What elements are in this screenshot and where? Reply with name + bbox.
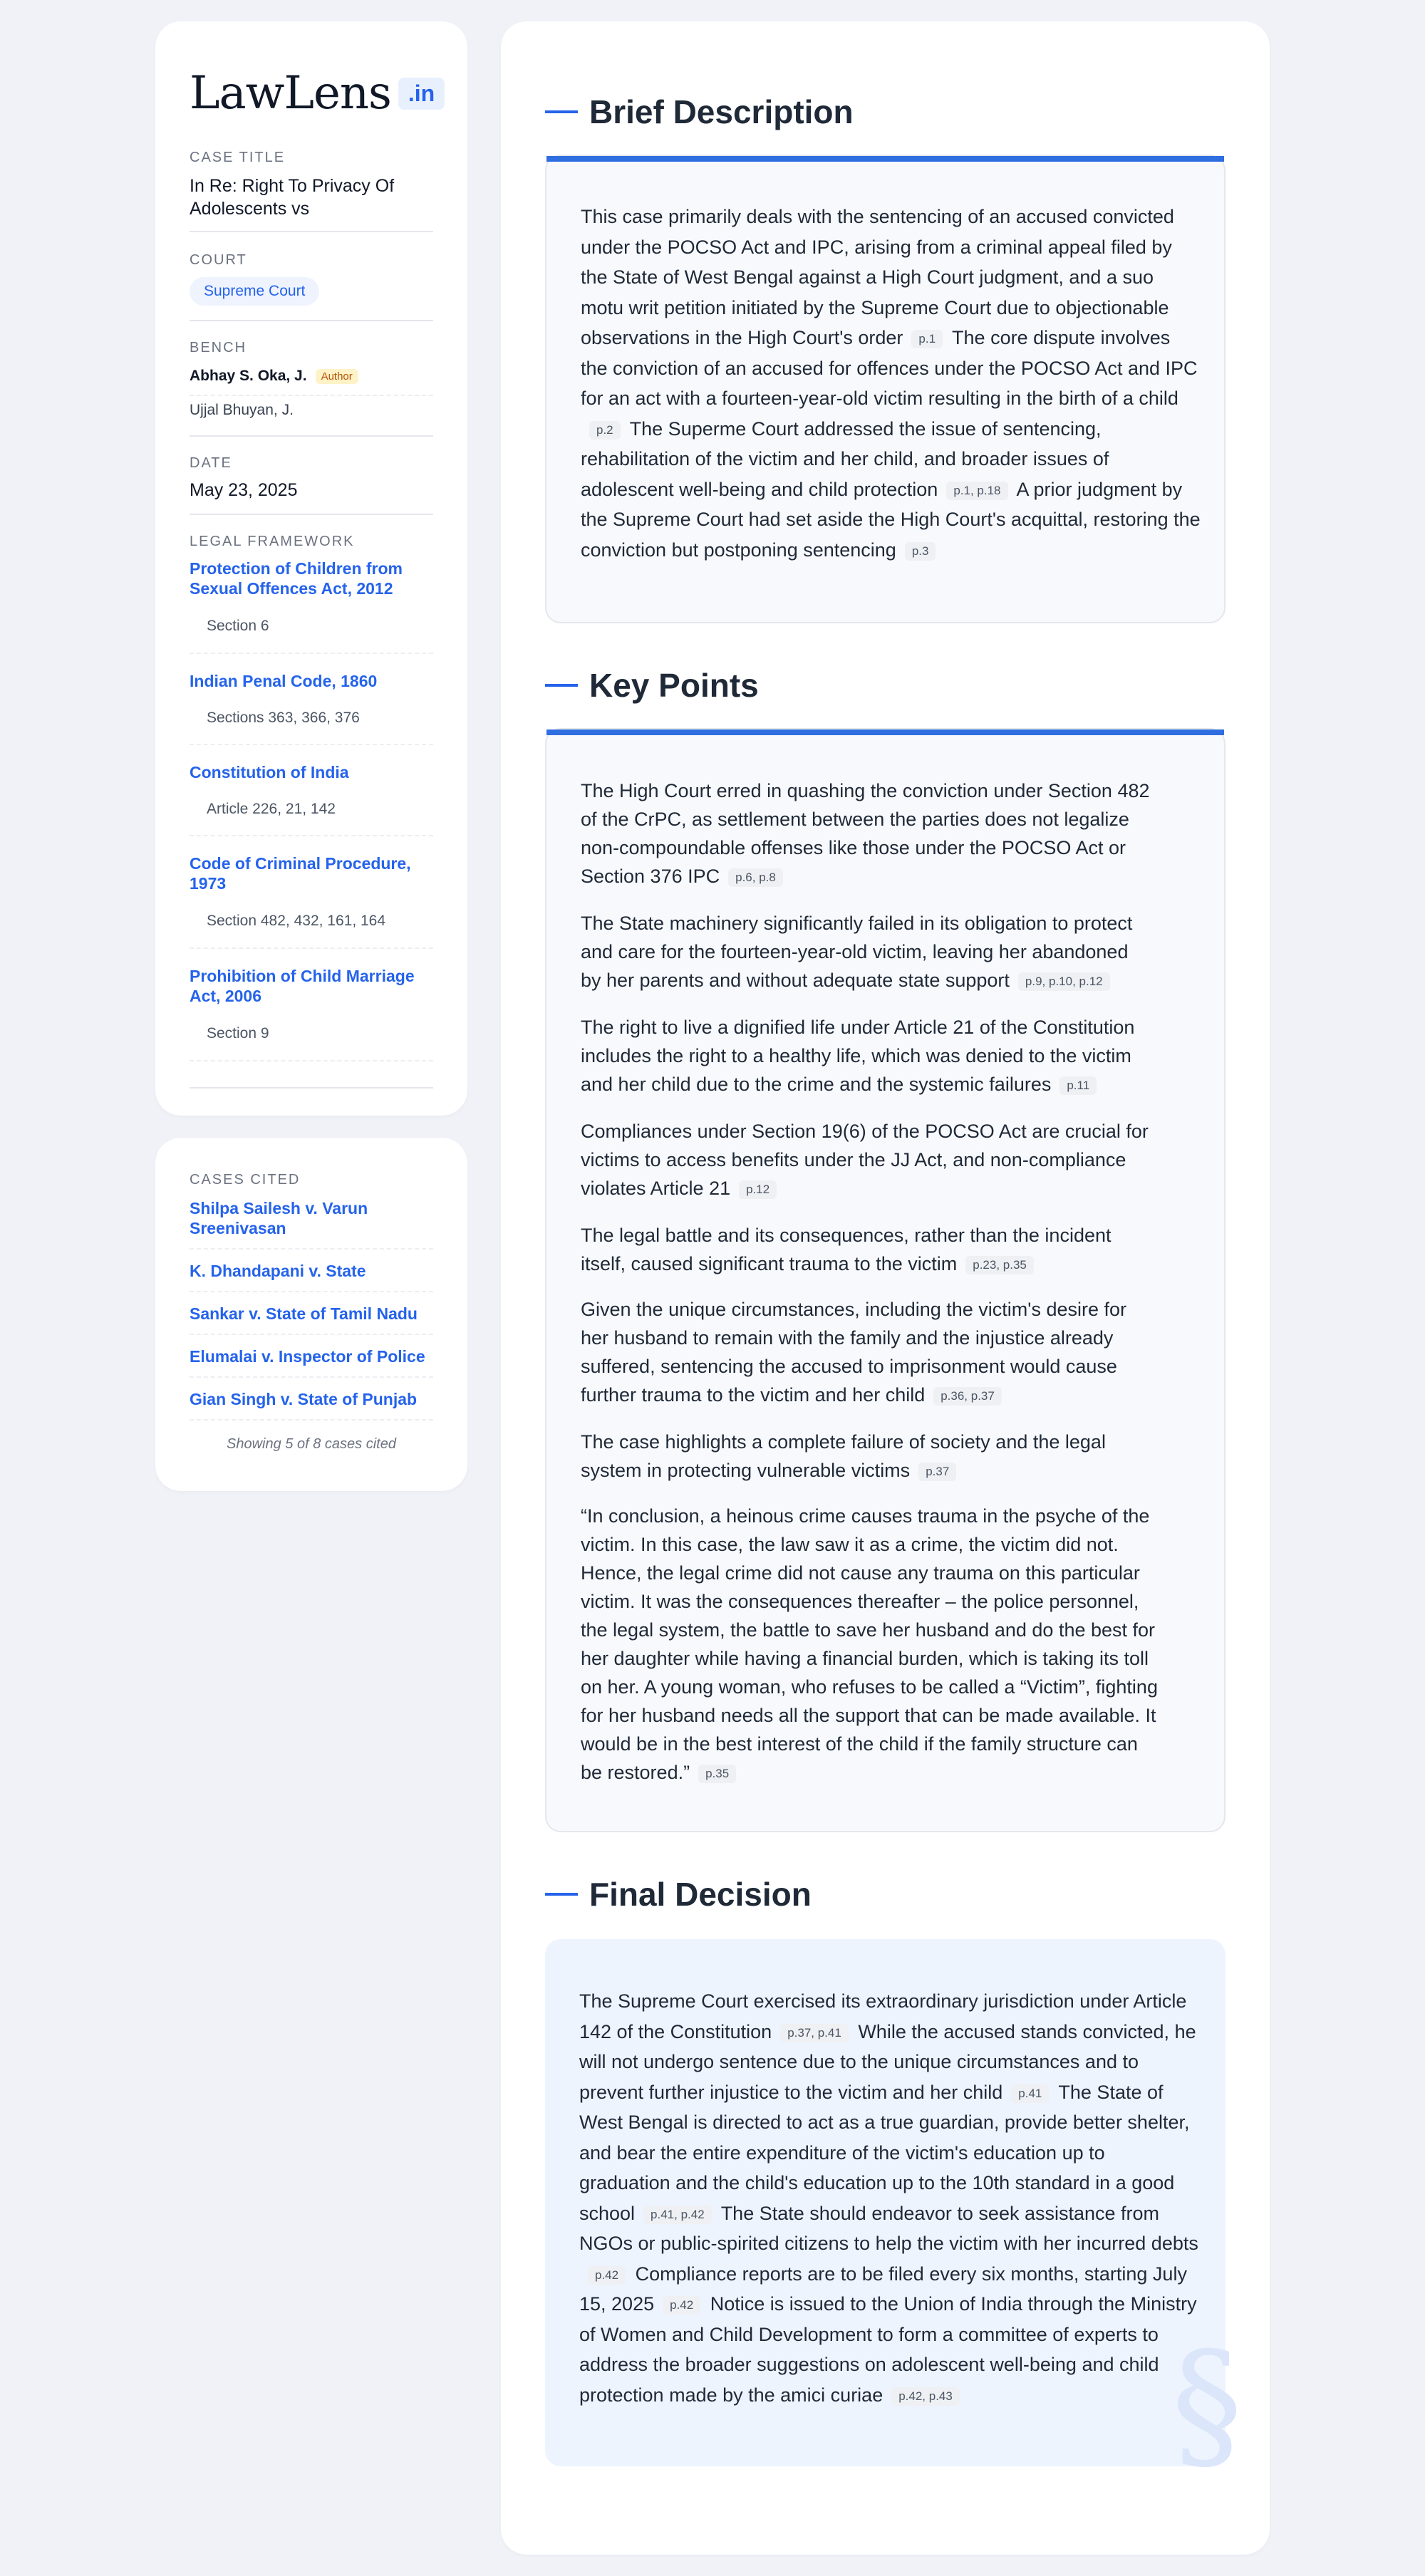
key-points-heading bbox=[545, 666, 759, 705]
section-title: Final Decision bbox=[589, 1876, 812, 1913]
court-section bbox=[190, 232, 433, 321]
page-citation[interactable]: p.1, p.18 bbox=[946, 482, 1007, 500]
key-point bbox=[581, 1117, 1151, 1203]
page-citation[interactable]: p.3 bbox=[905, 542, 936, 561]
case-title: In Re: Right To Privacy Of Adolescents vs bbox=[190, 176, 395, 219]
page-citation[interactable]: p.41 bbox=[1011, 2084, 1049, 2103]
key-points-box bbox=[545, 728, 1226, 1832]
heading-accent bbox=[545, 1893, 578, 1896]
case-info-sidebar bbox=[155, 21, 467, 1116]
act-sections: Section 9 bbox=[190, 1006, 433, 1061]
summary-main bbox=[501, 21, 1270, 2555]
page-citation[interactable]: p.37 bbox=[918, 1463, 956, 1481]
page-citation[interactable]: p.36, p.37 bbox=[933, 1387, 1002, 1406]
cited-case-link[interactable]: K. Dhandapani v. State bbox=[190, 1250, 433, 1292]
judge-item bbox=[190, 368, 433, 396]
page-citation[interactable]: p.42 bbox=[588, 2266, 626, 2285]
text-segment: A prior judgment by the Supreme Court had set aside the High Court's acquittal, restoring the conviction but postponing sentencing bbox=[581, 478, 1201, 561]
text-segment: While the accused stands convicted, he will not undergo sentence due to the unique circumstances and to prevent further injustice to the victim and her child bbox=[579, 2020, 1196, 2103]
act-title[interactable]: Constitution of India bbox=[190, 763, 349, 781]
page-citation[interactable]: p.42, p.43 bbox=[891, 2387, 960, 2406]
key-point-quote bbox=[581, 1502, 1158, 1787]
date-label: DATE bbox=[190, 455, 232, 471]
logo-text: LawLens bbox=[190, 67, 391, 120]
final-decision-text bbox=[579, 1986, 1199, 2410]
brief-description-heading bbox=[545, 93, 854, 131]
bench-section bbox=[190, 321, 433, 437]
key-point-text: The case highlights a complete failure of society and the legal system in protecting vulnerable victims bbox=[581, 1431, 1106, 1481]
legal-framework-section bbox=[190, 515, 433, 1089]
page-citation[interactable]: p.12 bbox=[739, 1180, 777, 1199]
page-citation[interactable]: p.6, p.8 bbox=[728, 868, 783, 887]
logo-domain-badge: .in bbox=[398, 78, 445, 110]
page-citation[interactable]: p.9, p.10, p.12 bbox=[1018, 972, 1110, 991]
cases-cited-footer: Showing 5 of 8 cases cited bbox=[227, 1436, 396, 1452]
page-citation[interactable]: p.23, p.35 bbox=[965, 1256, 1034, 1274]
key-point bbox=[581, 909, 1151, 994]
final-decision-box bbox=[545, 1939, 1243, 2488]
cited-case-link[interactable]: Elumalai v. Inspector of Police bbox=[190, 1335, 433, 1378]
cases-cited-label: CASES CITED bbox=[190, 1172, 301, 1188]
act-sections: Section 6 bbox=[190, 598, 433, 654]
page-citation[interactable]: p.11 bbox=[1059, 1076, 1097, 1095]
page-citation[interactable]: p.42 bbox=[663, 2296, 700, 2315]
section-title: Key Points bbox=[589, 667, 759, 704]
key-point-text: The right to live a dignified life under Article 21 of the Constitution includes the right to a healthy life, which was denied to the victim and her child due to the crime and the systemic failures bbox=[581, 1017, 1135, 1095]
act-sections: Article 226, 21, 142 bbox=[190, 782, 433, 836]
page-citation[interactable]: p.41, p.42 bbox=[643, 2206, 712, 2224]
key-point bbox=[581, 1295, 1151, 1409]
act-sections: Section 482, 432, 161, 164 bbox=[190, 893, 433, 949]
case-title-section bbox=[190, 150, 433, 232]
section-symbol-watermark: § bbox=[1171, 2322, 1243, 2488]
text-segment: Compliance reports are to be filed every six months, starting July 15, 2025 bbox=[579, 2263, 1187, 2315]
text-segment: The State should endeavor to seek assistance from NGOs or public-spirited citizens to help the victim with her incurred debts bbox=[579, 2202, 1198, 2254]
page-citation[interactable]: p.35 bbox=[698, 1765, 736, 1783]
key-point-text: Given the unique circumstances, including the victim's desire for her husband to remain with the family and the injustice already suffered, sentencing the accused to imprisonment would cause further trauma to the victim and her child bbox=[581, 1299, 1127, 1406]
brief-description-box bbox=[545, 155, 1226, 623]
act-title[interactable]: Protection of Children from Sexual Offences Act, 2012 bbox=[190, 559, 403, 598]
section-title: Brief Description bbox=[589, 93, 854, 130]
text-segment: Notice is issued to the Union of India through the Ministry of Women and Child Development to form a committee of experts to address the broader suggestions on adolescent well-being and child protection made by the amici curiae bbox=[579, 2293, 1197, 2406]
box-accent-line bbox=[546, 729, 1224, 735]
act-sections: Sections 363, 366, 376 bbox=[190, 691, 433, 745]
cited-case-link[interactable]: Sankar v. State of Tamil Nadu bbox=[190, 1292, 433, 1335]
cited-case-link[interactable]: Shilpa Sailesh v. Varun Sreenivasan bbox=[190, 1198, 433, 1250]
key-point-text: The State machinery significantly failed in its obligation to protect and care for the fourteen-year-old victim, leaving her abandoned by her parents and without adequate state support bbox=[581, 913, 1133, 991]
date-section bbox=[190, 437, 433, 515]
text-segment: The Superme Court addressed the issue of sentencing, rehabilitation of the victim and her child, and broader issues of adolescent well-being and child protection bbox=[581, 417, 1109, 500]
heading-accent bbox=[545, 110, 578, 113]
bench-label: BENCH bbox=[190, 340, 247, 355]
cited-case-link[interactable]: Gian Singh v. State of Punjab bbox=[190, 1378, 433, 1421]
act-title[interactable]: Prohibition of Child Marriage Act, 2006 bbox=[190, 967, 415, 1005]
act-title[interactable]: Code of Criminal Procedure, 1973 bbox=[190, 854, 411, 893]
cases-cited-card bbox=[155, 1138, 467, 1491]
logo[interactable] bbox=[190, 61, 433, 125]
final-decision-heading bbox=[545, 1875, 812, 1913]
text-segment: The State of West Bengal is directed to act as a true guardian, provide better shelter, and bear the entire expenditure of the victim's education up to graduation and the child's education up to the 10th standard in a good school bbox=[579, 2081, 1190, 2224]
decision-date: May 23, 2025 bbox=[190, 480, 298, 500]
page-citation[interactable]: p.2 bbox=[589, 421, 621, 440]
key-point-text: The legal battle and its consequences, rather than the incident itself, caused significant trauma to the victim bbox=[581, 1225, 1112, 1274]
text-segment: The Supreme Court exercised its extraordinary jurisdiction under Article 142 of the Constitution bbox=[579, 1990, 1187, 2042]
text-segment: The core dispute involves the conviction of an accused for offences under the POCSO Act and IPC for an act with a fourteen-year-old victim resulting in the birth of a child bbox=[581, 327, 1198, 409]
author-badge: Author bbox=[316, 369, 358, 384]
judge-name: Abhay S. Oka, J. bbox=[190, 368, 307, 384]
case-title-label: CASE TITLE bbox=[190, 150, 286, 165]
key-point bbox=[581, 777, 1151, 890]
key-point-text: “In conclusion, a heinous crime causes trauma in the psyche of the victim. In this case, the law saw it as a crime, the victim did not. Hence, the legal crime did not cause any trauma on this particular victim. It was the consequences thereafter – the police personnel, the legal system, the battle to save her husband and do the best for her daughter while having a financial burden, which is taking its toll on her. A young woman, who refuses to be called a “Victim”, fighting for her husband needs all the support that can be made available. It would be in the best interest of the child if the family structure can be restored.” bbox=[581, 1505, 1158, 1783]
key-point-text: Compliances under Section 19(6) of the POCSO Act are crucial for victims to access benefits under the JJ Act, and non-compliance violates Article 21 bbox=[581, 1121, 1149, 1199]
text-segment: This case primarily deals with the sentencing of an accused convicted under the POCSO Act and IPC, arising from a criminal appeal filed by the State of West Bengal against a High Court judgment, and a suo motu writ petition initiated by the Supreme Court due to objectionable observations in the High Court's order bbox=[581, 206, 1174, 348]
court-label: COURT bbox=[190, 252, 247, 268]
page-citation[interactable]: p.1 bbox=[911, 330, 943, 348]
judge-name: Ujjal Bhuyan, J. bbox=[190, 402, 294, 418]
page-citation[interactable]: p.37, p.41 bbox=[780, 2024, 849, 2042]
judge-item bbox=[190, 402, 433, 419]
key-point bbox=[581, 1221, 1151, 1278]
box-accent-line bbox=[546, 156, 1224, 162]
key-point bbox=[581, 1013, 1151, 1099]
key-point bbox=[581, 1428, 1151, 1485]
legal-framework-label: LEGAL FRAMEWORK bbox=[190, 534, 355, 549]
key-point-text: The High Court erred in quashing the conviction under Section 482 of the CrPC, as settlement between the parties does not legalize non-compoundable offenses like those under the POCSO Act or Section 376 IPC bbox=[581, 780, 1150, 887]
brief-description-text bbox=[581, 202, 1201, 565]
court-badge[interactable]: Supreme Court bbox=[190, 277, 319, 306]
act-title[interactable]: Indian Penal Code, 1860 bbox=[190, 672, 378, 690]
heading-accent bbox=[545, 684, 578, 687]
